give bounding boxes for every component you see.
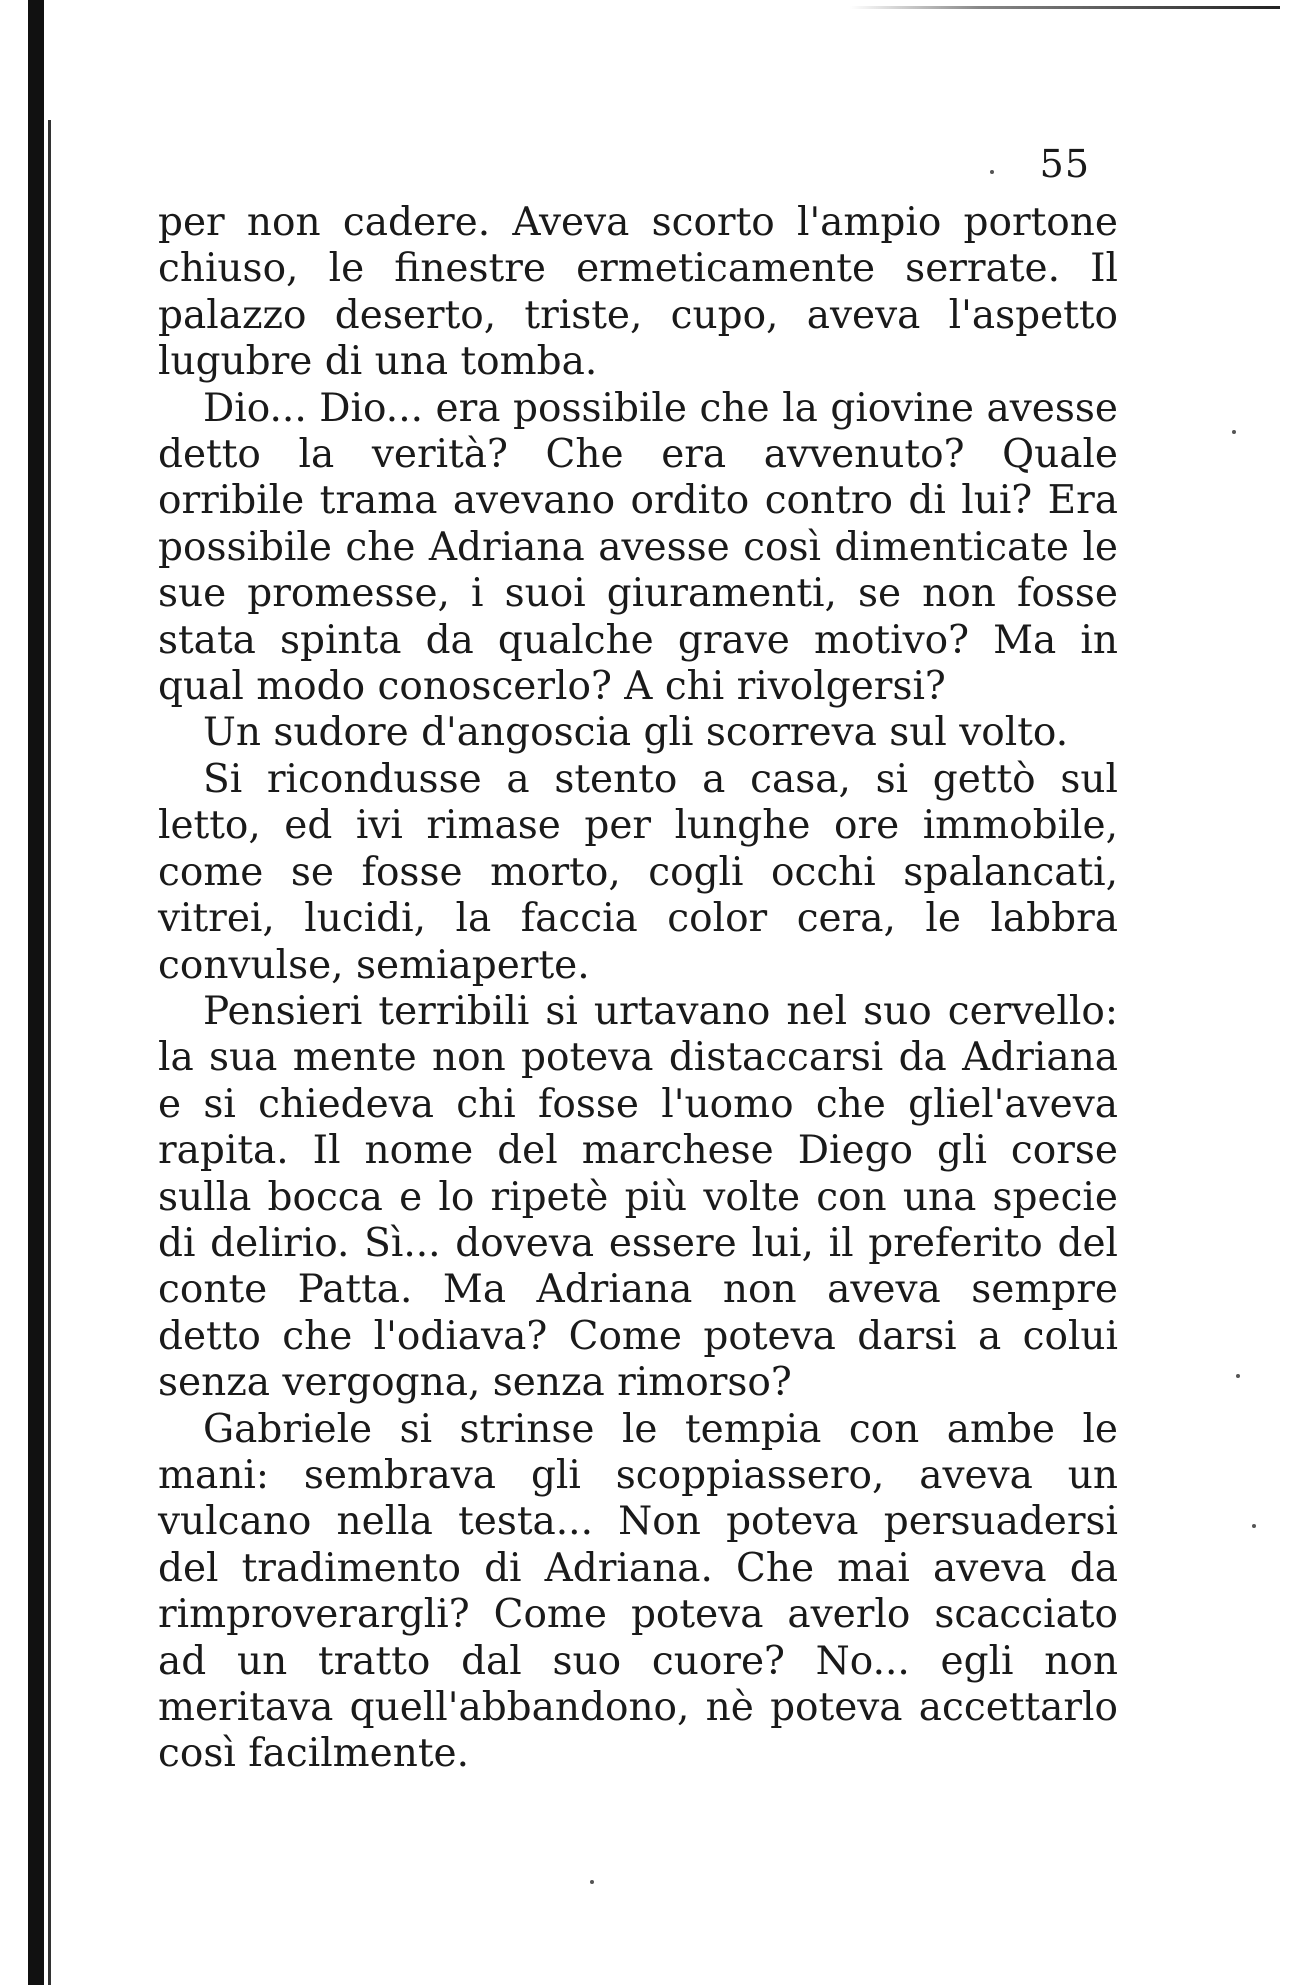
page-number: 55 xyxy=(1039,142,1090,186)
scan-edge-mark xyxy=(850,6,1280,9)
paragraph: Gabriele si strinse le tempia con ambe le mani: sembrava gli scoppiassero, aveva un vulcano nella testa... Non poteva persuadersi del tradimento di Adriana. Che mai aveva da rimproverargli? Come poteva averlo scacciato ad un tratto dal suo cuore? No... egli non meritava quell'abbandono, nè poteva accettarlo così facilmente. xyxy=(158,1406,1118,1777)
binding-edge xyxy=(28,0,44,1985)
paragraph: Dio... Dio... era possibile che la giovine avesse detto la verità? Che era avvenuto? Quale orribile trama avevano ordito contro di lui? Era possibile che Adriana avesse così dimenticate le sue promesse, i suoi giuramenti, se non fosse stata spinta da qualche grave motivo? Ma in qual modo conoscerlo? A chi rivolgersi? xyxy=(158,385,1118,710)
binding-shadow xyxy=(48,120,51,1985)
scan-speck xyxy=(1236,1374,1240,1378)
paragraph: Si ricondusse a stento a casa, si gettò sul letto, ed ivi rimase per lunghe ore immobile, come se fosse morto, cogli occhi spalancati, vitrei, lucidi, la faccia color cera, le labbra convulse, semiaperte. xyxy=(158,756,1118,988)
paragraph: Un sudore d'angoscia gli scorreva sul volto. xyxy=(203,710,1069,756)
scan-speck xyxy=(590,1880,594,1884)
scan-speck xyxy=(1252,1524,1256,1528)
paragraph: per non cadere. Aveva scorto l'ampio portone chiuso, le finestre ermeticamente serrate. Il palazzo deserto, triste, cupo, aveva l'aspetto lugubre di una tomba. xyxy=(158,200,1118,385)
body-text xyxy=(158,200,1118,1778)
scan-speck xyxy=(1232,430,1236,434)
paragraph: Pensieri terribili si urtavano nel suo cervello: la sua mente non poteva distaccarsi da Adriana e si chiedeva chi fosse l'uomo che gliel'aveva rapita. Il nome del marchese Diego gli corse sulla bocca e lo ripetè più volte con una specie di delirio. Sì... doveva essere lui, il preferito del conte Patta. Ma Adriana non aveva sempre detto che l'odiava? Come poteva darsi a colui senza vergogna, senza rimorso? xyxy=(158,988,1118,1406)
scan-speck xyxy=(990,170,994,174)
